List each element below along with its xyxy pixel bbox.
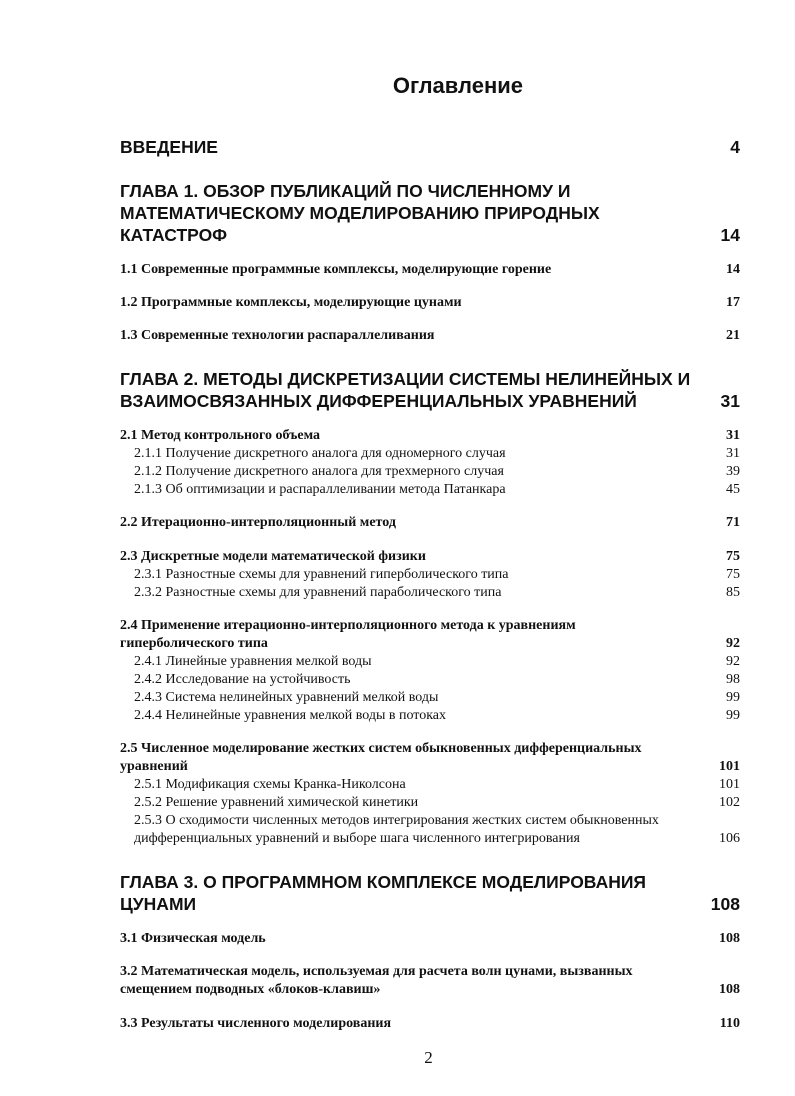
- toc-subsection-2-1-2[interactable]: [120, 463, 740, 481]
- toc-section-2-4-line-2[interactable]: [120, 635, 740, 653]
- toc-entry-text: ГЛАВА 1. ОБЗОР ПУБЛИКАЦИЙ ПО ЧИСЛЕННОМУ И: [120, 181, 571, 201]
- toc-chapter-3-line-2[interactable]: [120, 893, 740, 915]
- toc-subsection-2-5-3-line-2[interactable]: [120, 830, 740, 848]
- toc-entry-text: 1.3 Современные технологии распараллеливания: [120, 328, 435, 343]
- toc-entry-page: 108: [710, 894, 740, 914]
- toc-section-1-3[interactable]: [120, 327, 740, 345]
- toc-entry-text: 2.1.2 Получение дискретного аналога для трехмерного случая: [134, 464, 504, 479]
- toc-entry-page: 108: [719, 931, 740, 946]
- toc-entry-page: 75: [726, 549, 740, 564]
- toc-entry-text: дифференциальных уравнений и выборе шага численного интегрирования: [134, 831, 580, 846]
- toc-subsection-2-4-1[interactable]: [120, 653, 740, 671]
- toc-entry-text: 2.4 Применение итерационно-интерполяционного метода к уравнениям: [120, 618, 576, 633]
- toc-entry-text: 2.4.4 Нелинейные уравнения мелкой воды в потоках: [134, 708, 447, 723]
- toc-entry-page: 21: [726, 328, 740, 343]
- toc-subsection-2-3-2[interactable]: [120, 584, 740, 602]
- toc-section-3-2-line-2[interactable]: [120, 981, 740, 999]
- toc-entry-text: 2.3.2 Разностные схемы для уравнений параболического типа: [134, 585, 502, 600]
- toc-entry-text: 2.5 Численное моделирование жестких систем обыкновенных дифференциальных: [120, 741, 642, 756]
- toc-subsection-2-5-2[interactable]: [120, 794, 740, 812]
- toc-entry-text: 2.1.3 Об оптимизации и распараллеливании метода Патанкара: [134, 482, 506, 497]
- toc-subsection-2-1-3[interactable]: [120, 481, 740, 499]
- toc-section-2-2[interactable]: [120, 514, 740, 532]
- toc-section-1-1[interactable]: [120, 261, 740, 279]
- toc-entry-page: 14: [726, 262, 740, 277]
- toc-subsection-2-1-1[interactable]: [120, 445, 740, 463]
- toc-section-3-1[interactable]: [120, 930, 740, 948]
- toc-entry-text: ВЗАИМОСВЯЗАННЫХ ДИФФЕРЕНЦИАЛЬНЫХ УРАВНЕНИЙ: [120, 391, 637, 411]
- toc-entry-text: ГЛАВА 3. О ПРОГРАММНОМ КОМПЛЕКСЕ МОДЕЛИРОВАНИЯ: [120, 872, 646, 892]
- toc-entry-page: 102: [719, 795, 740, 810]
- toc-entry-text: смещением подводных «блоков-клавиш»: [120, 982, 381, 997]
- toc-subsection-2-3-1[interactable]: [120, 566, 740, 584]
- toc-entry-page: 110: [719, 1016, 740, 1031]
- toc-entry-text: 2.2 Итерационно-интерполяционный метод: [120, 515, 396, 530]
- toc-chapter-1-line-3[interactable]: [120, 224, 740, 246]
- toc-entry-text: уравнений: [120, 759, 188, 774]
- toc-entry-page: 108: [719, 982, 740, 997]
- toc-entry-page: 99: [726, 708, 740, 723]
- toc-entry-text: ВВЕДЕНИЕ: [120, 137, 218, 157]
- page-title: Оглавление: [392, 73, 523, 98]
- toc-entry-text: 1.1 Современные программные комплексы, моделирующие горение: [120, 262, 552, 277]
- toc-entry-text: 2.1.1 Получение дискретного аналога для одномерного случая: [134, 446, 506, 461]
- toc-section-2-3[interactable]: [120, 548, 740, 566]
- toc-section-3-3[interactable]: [120, 1015, 740, 1033]
- toc-entry-page: 71: [726, 515, 740, 530]
- toc-entry-text: 2.3.1 Разностные схемы для уравнений гиперболического типа: [134, 567, 509, 582]
- toc-section-2-5-line-2[interactable]: [120, 758, 740, 776]
- toc-entry-page: 31: [726, 428, 740, 443]
- page-number: 2: [424, 1048, 433, 1067]
- toc-entry-text: 2.4.1 Линейные уравнения мелкой воды: [134, 654, 372, 669]
- toc-chapter-1-line-2[interactable]: [120, 202, 740, 224]
- toc-entry-page: 92: [726, 654, 740, 669]
- toc-section-2-1[interactable]: [120, 427, 740, 445]
- toc-subsection-2-5-3-line-1[interactable]: [120, 812, 740, 830]
- toc-chapter-1-line-1[interactable]: [120, 180, 740, 202]
- toc-entry-intro[interactable]: [120, 136, 740, 158]
- toc-subsection-2-4-3[interactable]: [120, 689, 740, 707]
- toc-entry-text: 3.1 Физическая модель: [120, 931, 266, 946]
- toc-entry-text: 2.1 Метод контрольного объема: [120, 428, 321, 443]
- toc-entry-page: 85: [726, 585, 740, 600]
- toc-subsection-2-4-2[interactable]: [120, 671, 740, 689]
- toc-entry-page: 4: [730, 137, 740, 157]
- toc-entry-page: 101: [719, 777, 740, 792]
- toc-entry-page: 101: [719, 759, 740, 774]
- toc-subsection-2-5-1[interactable]: [120, 776, 740, 794]
- toc-entry-text: КАТАСТРОФ: [120, 225, 228, 245]
- toc-entry-page: 45: [726, 482, 740, 497]
- toc-section-1-2[interactable]: [120, 294, 740, 312]
- toc-entry-page: 92: [726, 636, 740, 651]
- toc-entry-text: 2.5.2 Решение уравнений химической кинетики: [134, 795, 419, 810]
- toc-entry-text: ГЛАВА 2. МЕТОДЫ ДИСКРЕТИЗАЦИИ СИСТЕМЫ НЕЛИНЕЙНЫХ И: [120, 369, 691, 389]
- toc-entry-text: 2.3 Дискретные модели математической физики: [120, 549, 426, 564]
- toc-entry-text: МАТЕМАТИЧЕСКОМУ МОДЕЛИРОВАНИЮ ПРИРОДНЫХ: [120, 203, 600, 223]
- toc-entry-page: 99: [726, 690, 740, 705]
- toc-chapter-3-line-1[interactable]: [120, 871, 740, 893]
- toc-entry-text: 2.4.2 Исследование на устойчивость: [134, 672, 351, 687]
- toc-entry-text: 3.2 Математическая модель, используемая для расчета волн цунами, вызванных: [120, 964, 633, 979]
- toc-chapter-2-line-2[interactable]: [120, 390, 740, 412]
- toc-entry-text: 2.4.3 Система нелинейных уравнений мелкой воды: [134, 690, 439, 705]
- toc-entry-text: 2.5.3 О сходимости численных методов интегрирования жестких систем обыкновенных: [134, 813, 659, 828]
- toc-entry-page: 106: [719, 831, 740, 846]
- toc-entry-page: 39: [726, 464, 740, 479]
- toc-section-2-5-line-1[interactable]: [120, 740, 740, 758]
- toc-section-3-2-line-1[interactable]: [120, 963, 740, 981]
- toc-entry-page: 98: [726, 672, 740, 687]
- toc-entry-text: гиперболического типа: [120, 636, 268, 651]
- toc-entry-page: 31: [720, 391, 740, 411]
- toc-subsection-2-4-4[interactable]: [120, 707, 740, 725]
- toc-entry-text: 1.2 Программные комплексы, моделирующие цунами: [120, 295, 462, 310]
- toc-entry-text: ЦУНАМИ: [120, 894, 197, 914]
- toc-entry-page: 75: [726, 567, 740, 582]
- toc-entry-page: 17: [726, 295, 740, 310]
- toc-entry-text: 2.5.1 Модификация схемы Кранка-Николсона: [134, 777, 406, 792]
- toc-section-2-4-line-1[interactable]: [120, 617, 740, 635]
- toc-entry-page: 31: [726, 446, 740, 461]
- toc-entry-page: 14: [720, 225, 740, 245]
- toc-entry-text: 3.3 Результаты численного моделирования: [120, 1016, 392, 1031]
- toc-chapter-2-line-1[interactable]: [120, 368, 740, 390]
